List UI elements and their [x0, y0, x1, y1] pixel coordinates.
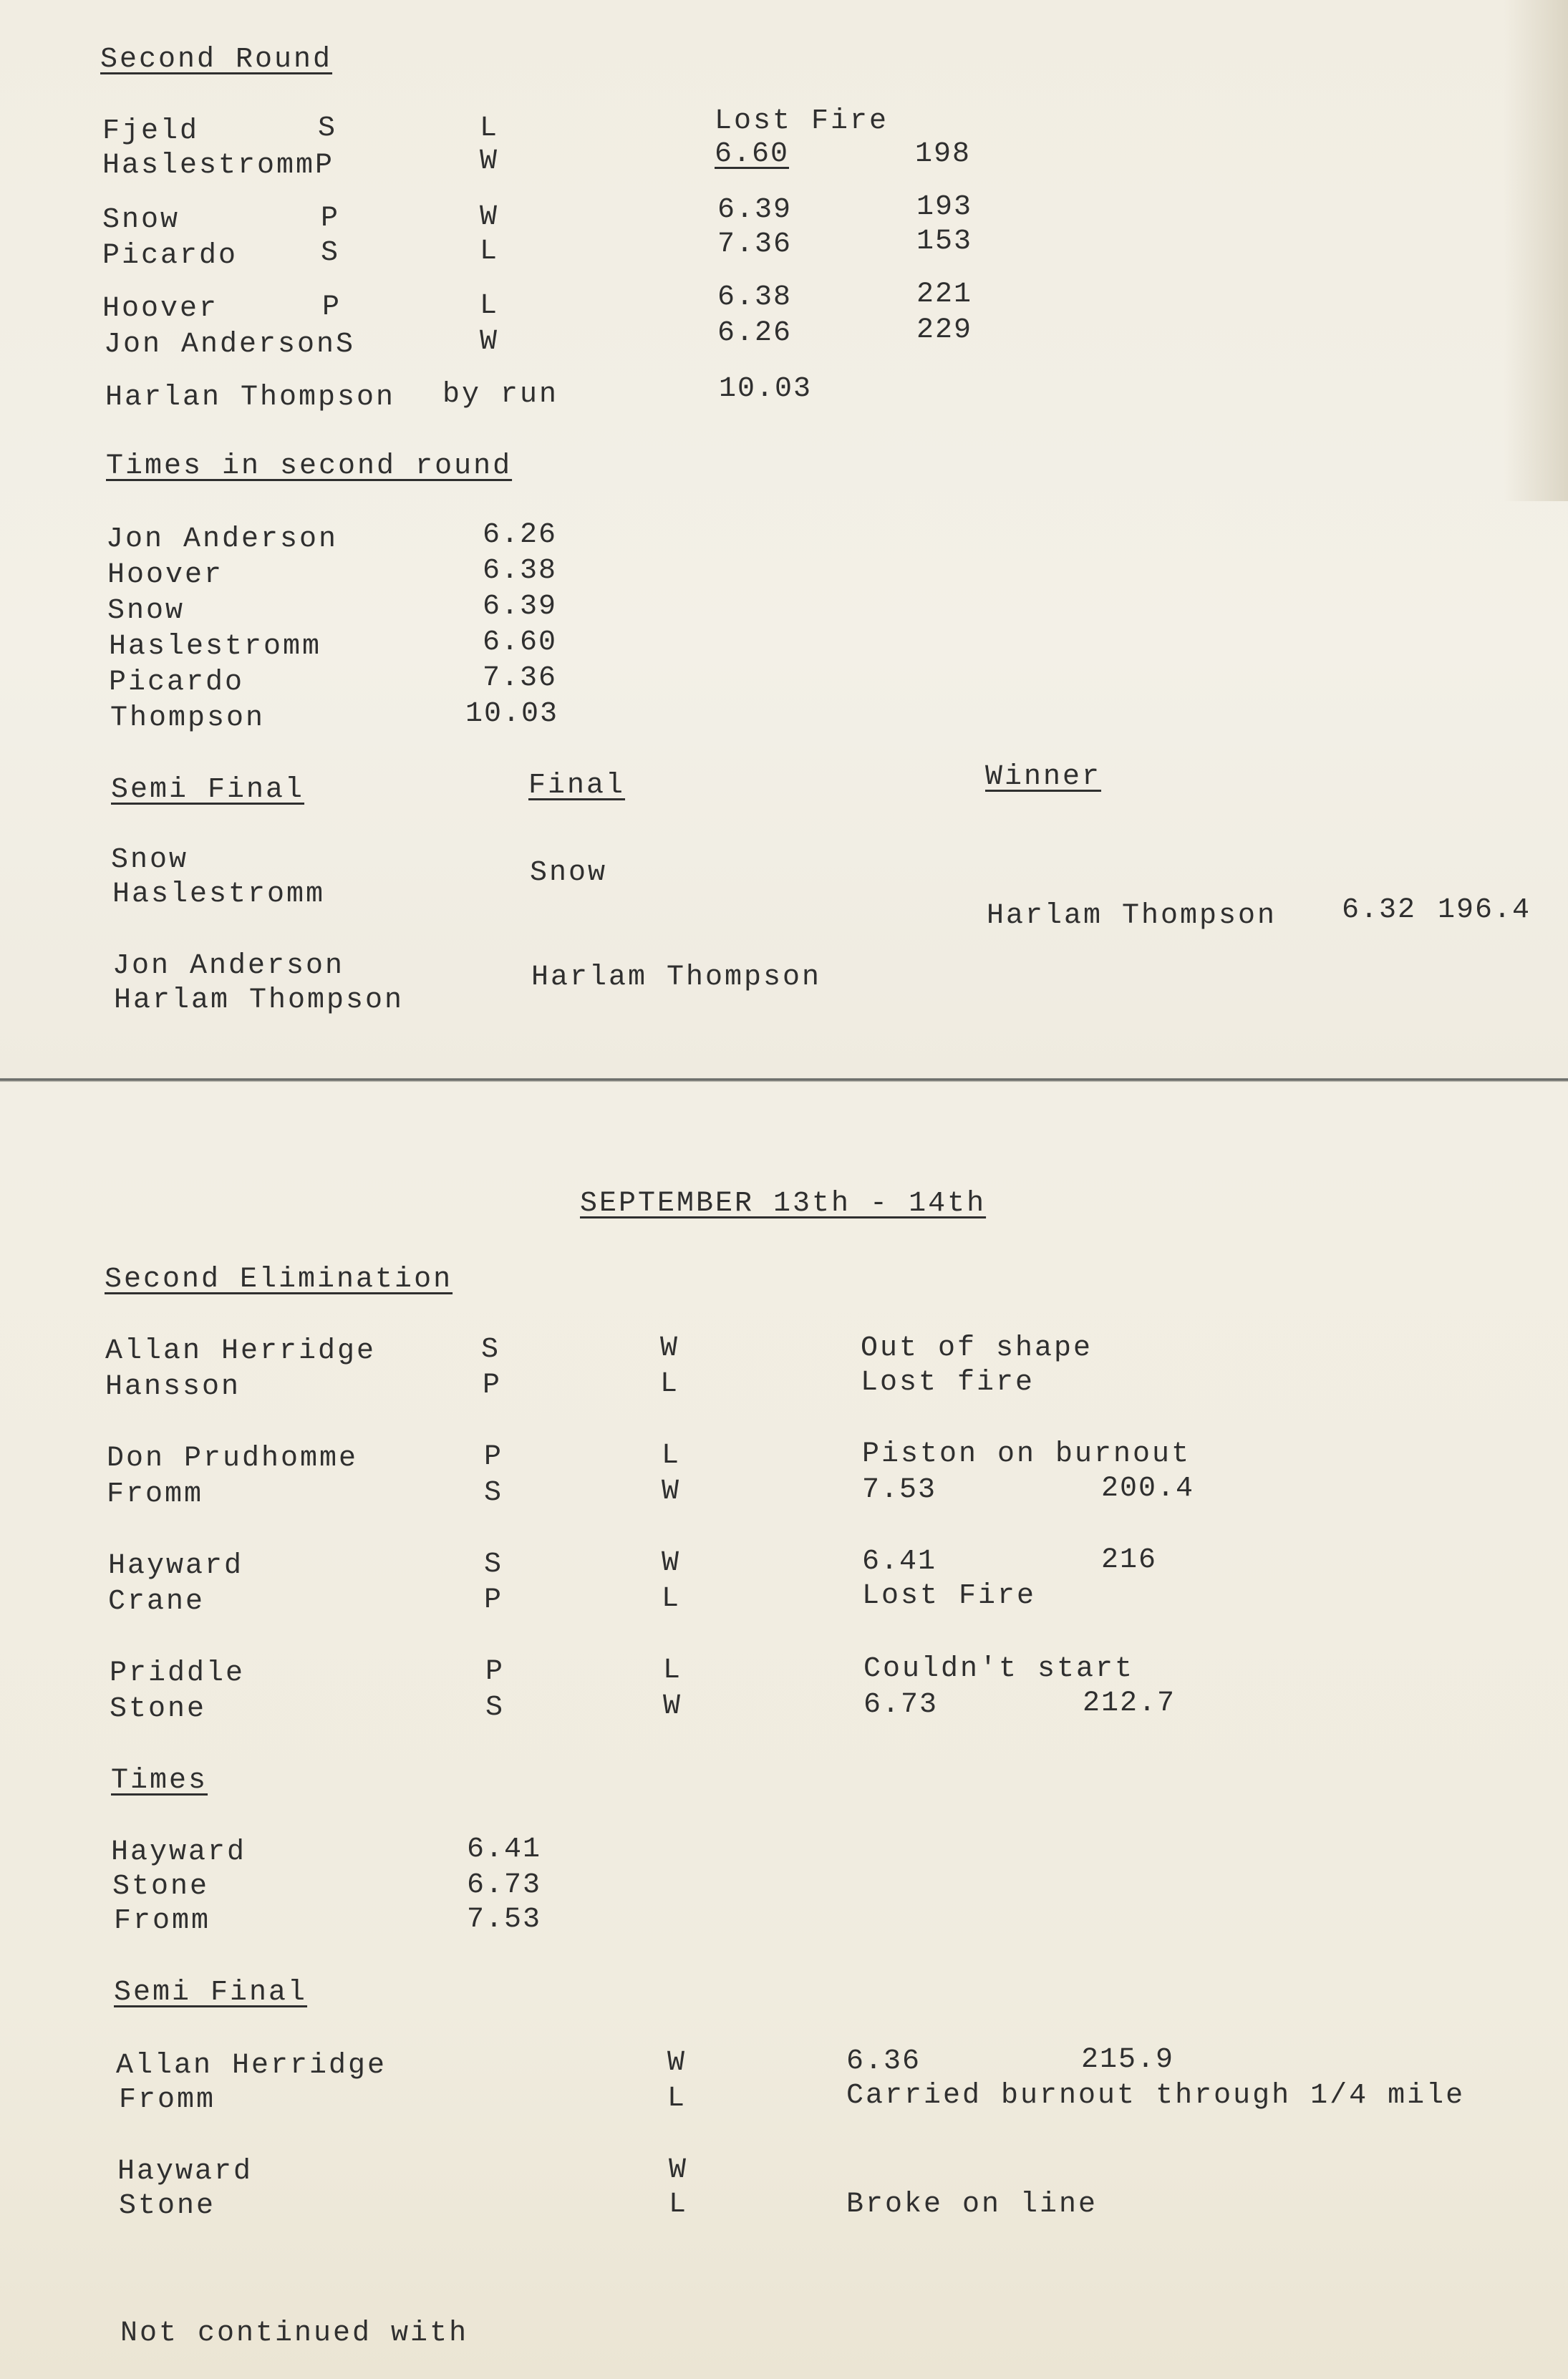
elim-result: W — [663, 1690, 683, 1723]
times-value: 7.53 — [467, 1904, 542, 1936]
times-name: Haslestromm — [109, 631, 322, 663]
second-elimination-heading: Second Elimination — [105, 1264, 453, 1296]
elim-lane: P — [483, 1370, 503, 1402]
top-sheet — [0, 0, 1568, 1082]
elim-name: Don Prudhomme — [107, 1443, 359, 1475]
round-name: HaslestrommP — [102, 150, 335, 182]
semi-name: Hayward — [117, 2156, 253, 2188]
elim-speed: 212.7 — [1083, 1687, 1176, 1720]
elim-note: Piston on burnout — [862, 1438, 1191, 1470]
winner-time: 6.32 — [1342, 894, 1417, 926]
second-round-heading: Second Round — [100, 44, 333, 76]
round-name: Fjeld — [102, 115, 200, 147]
round-name: Harlan Thompson — [105, 382, 396, 414]
times-value: 10.03 — [465, 698, 559, 730]
round-time: 7.36 — [717, 228, 793, 261]
round-lane: P — [321, 203, 341, 235]
times-name: Thompson — [110, 702, 266, 735]
round-time: 6.60 — [715, 138, 790, 170]
semi-result: W — [669, 2154, 689, 2186]
elim-lane: S — [481, 1334, 501, 1366]
round-lane: S — [318, 112, 338, 145]
elim-speed: 216 — [1101, 1544, 1158, 1576]
semi-final-entry: Harlam Thompson — [114, 984, 405, 1017]
semi-result: L — [667, 2083, 687, 2115]
round-name: Hoover — [102, 293, 219, 325]
elim-note: Couldn't start — [863, 1653, 1135, 1685]
final-heading: Final — [528, 770, 626, 802]
semi-final-heading: Semi Final — [111, 774, 305, 806]
elim-name: Crane — [108, 1586, 205, 1618]
bottom-sheet — [0, 1082, 1568, 2379]
round-time: 6.39 — [717, 194, 793, 226]
round-speed: 193 — [916, 191, 973, 223]
elim-lane: S — [485, 1692, 505, 1724]
elim-result: L — [663, 1654, 683, 1687]
times-value: 6.41 — [467, 1833, 542, 1866]
times-name: Fromm — [114, 1905, 211, 1937]
round-result: L — [480, 112, 500, 145]
times-name: Snow — [107, 595, 185, 627]
round-note: Lost Fire — [715, 105, 889, 137]
round-result: W — [480, 201, 500, 233]
semi-result: W — [667, 2047, 687, 2079]
times-second-round-heading: Times in second round — [106, 450, 513, 483]
semi-final-entry: Haslestromm — [112, 878, 326, 911]
semi-speed: 215.9 — [1081, 2044, 1175, 2076]
times-name: Jon Anderson — [106, 523, 339, 556]
round-speed: 153 — [916, 226, 973, 258]
elim-note: Out of shape — [861, 1332, 1093, 1365]
times-value: 6.73 — [467, 1869, 542, 1901]
date-heading: SEPTEMBER 13th - 14th — [580, 1188, 987, 1220]
times-name: Picardo — [109, 667, 245, 699]
times-value: 7.36 — [483, 662, 558, 694]
round-name: Jon AndersonS — [104, 329, 356, 361]
semi-final-heading: Semi Final — [114, 1977, 308, 2009]
winner-name: Harlam Thompson — [987, 900, 1277, 932]
round-name: Snow — [102, 204, 180, 236]
semi-name: Fromm — [119, 2084, 216, 2116]
round-result: W — [480, 145, 500, 178]
elim-lane: S — [484, 1477, 504, 1509]
times-value: 6.39 — [483, 591, 558, 623]
round-speed: 198 — [915, 138, 972, 170]
elim-note: 6.73 — [863, 1689, 939, 1721]
semi-note: Carried burnout through 1/4 mile — [846, 2080, 1466, 2112]
elim-result: L — [662, 1583, 682, 1615]
elim-result: W — [660, 1332, 680, 1365]
elim-note: Lost Fire — [862, 1580, 1037, 1612]
semi-result: L — [669, 2189, 689, 2221]
elim-name: Stone — [110, 1693, 207, 1725]
semi-note: Broke on line — [846, 2189, 1098, 2221]
footer-note: Not continued with — [120, 2317, 469, 2350]
sheet-edge-divider — [0, 1078, 1568, 1082]
round-result: W — [480, 326, 500, 358]
semi-name: Stone — [119, 2190, 216, 2222]
round-name: Picardo — [102, 240, 238, 272]
elim-note: 7.53 — [862, 1474, 937, 1506]
semi-name: Allan Herridge — [116, 2050, 387, 2082]
winner-heading: Winner — [985, 761, 1102, 793]
round-result: L — [480, 236, 500, 268]
times-name: Stone — [112, 1871, 210, 1903]
round-time: 10.03 — [719, 373, 813, 405]
round-speed: 221 — [916, 278, 973, 311]
elim-name: Fromm — [107, 1478, 204, 1511]
times-value: 6.38 — [483, 555, 558, 587]
round-lane: P — [322, 291, 342, 324]
elim-result: L — [662, 1440, 682, 1472]
elim-lane: P — [485, 1656, 505, 1688]
times-name: Hoover — [107, 559, 224, 591]
elim-name: Allan Herridge — [105, 1335, 377, 1367]
times-value: 6.60 — [483, 626, 558, 659]
page-corner-shadow — [1504, 0, 1568, 501]
winner-speed: 196.4 — [1438, 894, 1531, 926]
elim-name: Priddle — [110, 1657, 246, 1690]
times-value: 6.26 — [483, 519, 558, 551]
semi-final-entry: Jon Anderson — [112, 950, 345, 982]
times-name: Hayward — [111, 1836, 247, 1869]
round-lane: S — [321, 237, 341, 269]
round-lane: by run — [442, 379, 559, 411]
elim-lane: P — [484, 1441, 504, 1473]
elim-name: Hansson — [105, 1371, 241, 1403]
elim-result: W — [662, 1476, 682, 1508]
times-heading: Times — [111, 1765, 208, 1797]
semi-note: 6.36 — [846, 2045, 921, 2078]
round-speed: 229 — [916, 314, 973, 347]
round-result: L — [480, 290, 500, 322]
elim-speed: 200.4 — [1101, 1473, 1195, 1505]
elim-note: Lost fire — [861, 1367, 1035, 1399]
final-entry: Snow — [530, 857, 608, 889]
semi-final-entry: Snow — [111, 844, 189, 876]
round-time: 6.26 — [717, 317, 793, 349]
round-time: 6.38 — [717, 281, 793, 314]
elim-result: L — [660, 1368, 680, 1400]
elim-result: W — [662, 1547, 682, 1579]
elim-lane: S — [484, 1549, 504, 1581]
final-entry: Harlam Thompson — [531, 961, 822, 994]
elim-note: 6.41 — [862, 1546, 937, 1578]
elim-name: Hayward — [108, 1550, 244, 1582]
elim-lane: P — [484, 1584, 504, 1617]
